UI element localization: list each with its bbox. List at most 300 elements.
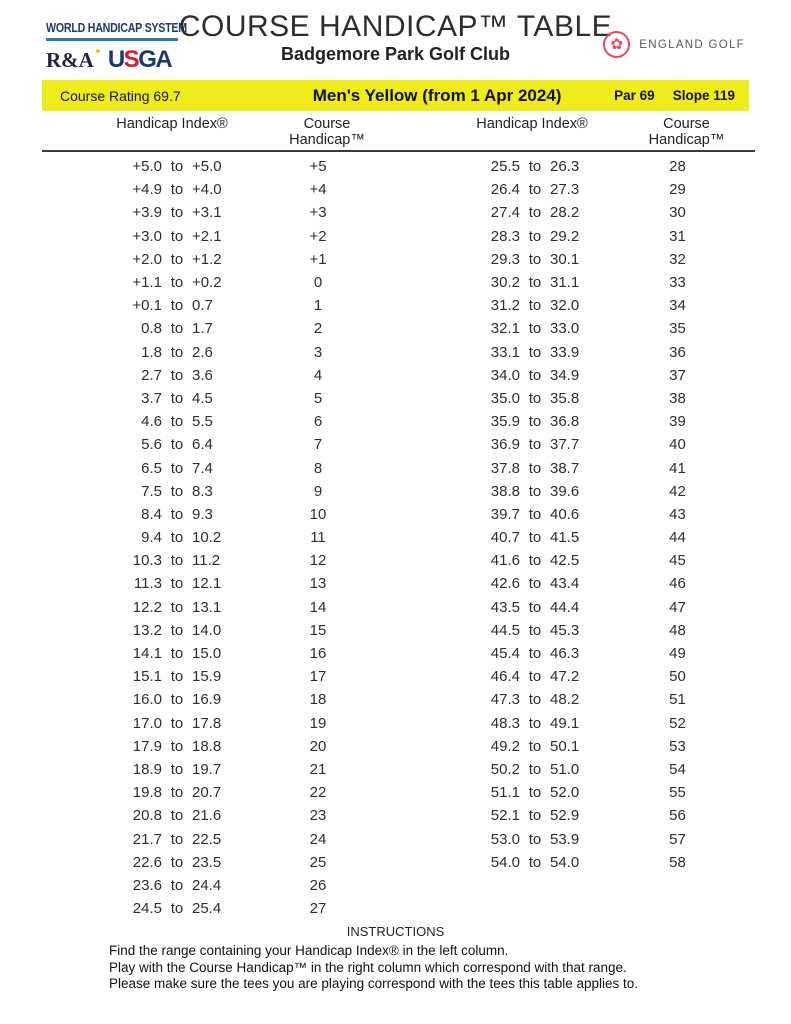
handicap-index-from: +0.1 — [132, 297, 162, 315]
course-handicap-header-left: Course Handicap™ — [289, 116, 365, 148]
handicap-row — [42, 758, 410, 781]
range-to-label: to — [528, 204, 542, 222]
range-to-label: to — [528, 436, 542, 454]
handicap-index-from: 5.6 — [141, 436, 162, 454]
handicap-index-to: +4.0 — [192, 181, 222, 199]
handicap-index-from: 4.6 — [141, 413, 162, 431]
handicap-index-from: 41.6 — [490, 552, 520, 570]
handicap-row — [42, 248, 410, 271]
handicap-row — [42, 225, 410, 248]
handicap-index-from: 16.0 — [132, 691, 162, 709]
handicap-index-from: 17.0 — [132, 714, 162, 732]
range-to-label: to — [528, 366, 542, 384]
handicap-index-to: 28.2 — [550, 204, 580, 222]
handicap-index-from: 7.5 — [141, 482, 162, 500]
range-to-label: to — [170, 691, 184, 709]
handicap-index-to: 8.3 — [192, 482, 213, 500]
course-handicap-value: 47 — [669, 598, 686, 616]
course-handicap-value: 35 — [669, 320, 686, 338]
range-to-label: to — [170, 853, 184, 871]
handicap-row — [42, 387, 410, 410]
handicap-index-to: 43.4 — [550, 575, 580, 593]
handicap-row — [42, 897, 410, 920]
handicap-index-from: 21.7 — [132, 830, 162, 848]
handicap-index-from: 24.5 — [132, 900, 162, 918]
table-header-row — [42, 116, 755, 152]
range-to-label: to — [528, 529, 542, 547]
range-to-label: to — [528, 714, 542, 732]
range-to-label: to — [528, 505, 542, 523]
tee-title: Men's Yellow (from 1 Apr 2024) — [312, 85, 562, 105]
course-handicap-value: 40 — [669, 436, 686, 454]
handicap-index-to: 41.5 — [550, 529, 580, 547]
course-handicap-value: 51 — [669, 691, 686, 709]
instructions-heading: INSTRUCTIONS — [346, 924, 445, 939]
handicap-row — [42, 735, 410, 758]
handicap-row — [42, 526, 410, 549]
handicap-index-from: 33.1 — [490, 343, 520, 361]
handicap-row — [42, 851, 410, 874]
handicap-index-to: 3.6 — [192, 366, 213, 384]
handicap-index-from: 18.9 — [132, 760, 162, 778]
range-to-label: to — [170, 552, 184, 570]
course-handicap-value: 1 — [313, 297, 323, 315]
handicap-index-header-right: Handicap Index® — [476, 116, 588, 132]
handicap-row — [42, 294, 410, 317]
handicap-row — [42, 271, 410, 294]
par-label: Par 69 — [614, 88, 655, 103]
handicap-index-from: 23.6 — [132, 876, 162, 894]
handicap-row — [410, 596, 755, 619]
handicap-index-to: +5.0 — [192, 158, 222, 176]
range-to-label: to — [170, 900, 184, 918]
course-handicap-value: +3 — [309, 204, 327, 222]
handicap-index-from: 13.2 — [132, 621, 162, 639]
handicap-index-to: 38.7 — [550, 459, 580, 477]
handicap-index-from: 51.1 — [490, 784, 520, 802]
handicap-row — [410, 758, 755, 781]
handicap-row — [410, 665, 755, 688]
handicap-index-from: 3.7 — [141, 389, 162, 407]
handicap-index-from: 35.9 — [490, 413, 520, 431]
handicap-row — [410, 503, 755, 526]
handicap-index-to: +1.2 — [192, 250, 222, 268]
handicap-index-to: 19.7 — [192, 760, 222, 778]
course-handicap-value: 46 — [669, 575, 686, 593]
handicap-row — [410, 433, 755, 456]
handicap-row — [42, 619, 410, 642]
range-to-label: to — [528, 227, 542, 245]
handicap-index-from: 48.3 — [490, 714, 520, 732]
handicap-index-to: 23.5 — [192, 853, 222, 871]
handicap-index-to: 20.7 — [192, 784, 222, 802]
handicap-row — [42, 596, 410, 619]
range-to-label: to — [170, 436, 184, 454]
handicap-index-to: 29.2 — [550, 227, 580, 245]
whs-logo-title: WORLD HANDICAP SYSTEM — [46, 20, 187, 35]
handicap-row — [42, 433, 410, 456]
course-handicap-value: 13 — [309, 575, 327, 593]
handicap-row — [410, 225, 755, 248]
handicap-index-to: 44.4 — [550, 598, 580, 616]
handicap-index-to: 22.5 — [192, 830, 222, 848]
handicap-row — [410, 735, 755, 758]
handicap-index-to: 39.6 — [550, 482, 580, 500]
handicap-index-to: 45.3 — [550, 621, 580, 639]
handicap-index-to: 30.1 — [550, 250, 580, 268]
course-handicap-value: 39 — [669, 413, 686, 431]
range-to-label: to — [170, 482, 184, 500]
range-to-label: to — [528, 853, 542, 871]
handicap-row — [410, 480, 755, 503]
course-handicap-value: 12 — [309, 552, 327, 570]
handicap-index-to: 32.0 — [550, 297, 580, 315]
handicap-index-from: 52.1 — [490, 807, 520, 825]
course-handicap-value: 50 — [669, 668, 686, 686]
table-header-left — [42, 116, 410, 148]
course-rating-label: Course Rating 69.7 — [60, 87, 181, 104]
handicap-row — [410, 248, 755, 271]
course-handicap-value: 10 — [309, 505, 327, 523]
range-to-label: to — [528, 691, 542, 709]
handicap-index-to: 52.0 — [550, 784, 580, 802]
usga-letter-s: S — [123, 46, 139, 73]
handicap-index-to: 16.9 — [192, 691, 222, 709]
handicap-index-from: 46.4 — [490, 668, 520, 686]
range-to-label: to — [170, 250, 184, 268]
handicap-row — [42, 480, 410, 503]
handicap-index-from: 28.3 — [490, 227, 520, 245]
handicap-table — [42, 116, 755, 920]
course-handicap-value: 8 — [313, 459, 323, 477]
handicap-index-from: 22.6 — [132, 853, 162, 871]
tee-banner — [42, 80, 749, 111]
handicap-row — [410, 827, 755, 850]
course-handicap-value: 6 — [313, 413, 323, 431]
handicap-index-to: 0.7 — [192, 297, 213, 315]
range-to-label: to — [170, 645, 184, 663]
range-to-label: to — [170, 529, 184, 547]
handicap-index-from: 38.8 — [490, 482, 520, 500]
range-to-label: to — [170, 413, 184, 431]
course-handicap-value: 22 — [309, 784, 327, 802]
table-left-column — [42, 155, 410, 920]
handicap-index-to: 9.3 — [192, 505, 213, 523]
course-handicap-value: 49 — [669, 645, 686, 663]
course-handicap-value: 4 — [313, 366, 323, 384]
handicap-index-from: 45.4 — [490, 645, 520, 663]
usga-letter-a: A — [155, 46, 172, 73]
course-handicap-value: 27 — [309, 900, 327, 918]
range-to-label: to — [170, 320, 184, 338]
handicap-index-from: 40.7 — [490, 529, 520, 547]
handicap-row — [410, 387, 755, 410]
handicap-index-from: 53.0 — [490, 830, 520, 848]
handicap-index-to: 47.2 — [550, 668, 580, 686]
range-to-label: to — [170, 366, 184, 384]
range-to-label: to — [528, 760, 542, 778]
handicap-index-to: +2.1 — [192, 227, 222, 245]
handicap-index-from: +5.0 — [132, 158, 162, 176]
handicap-row — [410, 178, 755, 201]
range-to-label: to — [528, 598, 542, 616]
course-handicap-value: 55 — [669, 784, 686, 802]
par-slope-group — [614, 88, 749, 103]
handicap-index-from: 8.4 — [141, 505, 162, 523]
course-handicap-value: 42 — [669, 482, 686, 500]
handicap-row — [42, 410, 410, 433]
handicap-index-from: 39.7 — [490, 505, 520, 523]
range-to-label: to — [170, 459, 184, 477]
club-name: Badgemore Park Golf Club — [280, 44, 511, 64]
handicap-index-to: +0.2 — [192, 274, 222, 292]
course-handicap-value: 23 — [309, 807, 327, 825]
course-handicap-value: 37 — [669, 366, 686, 384]
usga-letter-g: G — [138, 46, 156, 73]
england-golf-label: ENGLAND GOLF — [639, 38, 745, 51]
handicap-row — [410, 317, 755, 340]
handicap-index-to: 25.4 — [192, 900, 222, 918]
handicap-row — [42, 642, 410, 665]
course-handicap-value: 34 — [669, 297, 686, 315]
handicap-row — [410, 155, 755, 178]
handicap-index-from: 31.2 — [490, 297, 520, 315]
course-handicap-value: 54 — [669, 760, 686, 778]
course-handicap-value: 57 — [669, 830, 686, 848]
handicap-index-to: 31.1 — [550, 274, 580, 292]
handicap-index-to: 15.9 — [192, 668, 222, 686]
handicap-index-from: 25.5 — [490, 158, 520, 176]
handicap-index-from: 47.3 — [490, 691, 520, 709]
handicap-index-from: 32.1 — [490, 320, 520, 338]
handicap-index-to: 48.2 — [550, 691, 580, 709]
course-handicap-value: 43 — [669, 505, 686, 523]
handicap-index-to: 49.1 — [550, 714, 580, 732]
handicap-index-from: +2.0 — [132, 250, 162, 268]
course-handicap-value: 52 — [669, 714, 686, 732]
course-handicap-value: 18 — [309, 691, 327, 709]
handicap-row — [42, 456, 410, 479]
handicap-index-to: 53.9 — [550, 830, 580, 848]
range-to-label: to — [528, 482, 542, 500]
handicap-index-to: 51.0 — [550, 760, 580, 778]
handicap-index-from: +4.9 — [132, 181, 162, 199]
range-to-label: to — [528, 621, 542, 639]
handicap-index-from: 54.0 — [490, 853, 520, 871]
range-to-label: to — [528, 737, 542, 755]
handicap-index-from: 6.5 — [141, 459, 162, 477]
range-to-label: to — [528, 389, 542, 407]
handicap-index-from: 50.2 — [490, 760, 520, 778]
handicap-index-from: 34.0 — [490, 366, 520, 384]
instruction-line: Find the range containing your Handicap Index® in the left column. — [109, 943, 509, 958]
range-to-label: to — [528, 274, 542, 292]
handicap-row — [42, 178, 410, 201]
handicap-index-to: 50.1 — [550, 737, 580, 755]
handicap-index-to: 36.8 — [550, 413, 580, 431]
handicap-row — [410, 688, 755, 711]
range-to-label: to — [170, 181, 184, 199]
range-to-label: to — [528, 807, 542, 825]
handicap-index-from: 2.7 — [141, 366, 162, 384]
range-to-label: to — [528, 297, 542, 315]
handicap-row — [42, 827, 410, 850]
range-to-label: to — [528, 158, 542, 176]
handicap-index-from: 49.2 — [490, 737, 520, 755]
handicap-row — [42, 364, 410, 387]
course-handicap-value: 5 — [313, 389, 323, 407]
range-to-label: to — [170, 204, 184, 222]
course-handicap-value: 20 — [309, 737, 327, 755]
handicap-row — [42, 665, 410, 688]
ra-logo: R&A — [46, 48, 94, 72]
instructions-section — [0, 924, 791, 993]
handicap-index-from: 10.3 — [132, 552, 162, 570]
handicap-index-to: 5.5 — [192, 413, 213, 431]
handicap-index-to: 33.0 — [550, 320, 580, 338]
course-handicap-value: 29 — [669, 181, 686, 199]
course-handicap-value: +4 — [309, 181, 327, 199]
handicap-row — [42, 712, 410, 735]
range-to-label: to — [528, 575, 542, 593]
range-to-label: to — [170, 737, 184, 755]
handicap-index-from: 15.1 — [132, 668, 162, 686]
handicap-row — [410, 781, 755, 804]
range-to-label: to — [170, 227, 184, 245]
course-handicap-value: 19 — [309, 714, 327, 732]
handicap-index-from: 14.1 — [132, 645, 162, 663]
handicap-index-to: 27.3 — [550, 181, 580, 199]
range-to-label: to — [528, 459, 542, 477]
range-to-label: to — [170, 784, 184, 802]
handicap-index-to: 24.4 — [192, 876, 222, 894]
handicap-row — [410, 851, 755, 874]
course-handicap-value: 45 — [669, 552, 686, 570]
range-to-label: to — [170, 830, 184, 848]
course-handicap-value: 3 — [313, 343, 323, 361]
handicap-index-to: 11.2 — [192, 552, 221, 570]
handicap-index-from: 29.3 — [490, 250, 520, 268]
range-to-label: to — [170, 575, 184, 593]
handicap-index-from: 42.6 — [490, 575, 520, 593]
handicap-index-to: 18.8 — [192, 737, 222, 755]
handicap-row — [42, 572, 410, 595]
range-to-label: to — [528, 784, 542, 802]
england-golf-rose-icon: ✿ — [603, 31, 630, 58]
handicap-index-from: 20.8 — [132, 807, 162, 825]
handicap-index-to: 10.2 — [192, 529, 222, 547]
handicap-index-to: 35.8 — [550, 389, 580, 407]
course-handicap-value: 24 — [309, 830, 327, 848]
course-handicap-value: 25 — [309, 853, 327, 871]
handicap-row — [410, 294, 755, 317]
handicap-row — [410, 341, 755, 364]
course-handicap-value: 38 — [669, 389, 686, 407]
course-handicap-value: 2 — [313, 320, 323, 338]
range-to-label: to — [528, 668, 542, 686]
handicap-index-to: 13.1 — [192, 598, 222, 616]
handicap-index-from: 36.9 — [490, 436, 520, 454]
range-to-label: to — [170, 389, 184, 407]
handicap-row — [42, 341, 410, 364]
course-handicap-value: 0 — [313, 274, 323, 292]
usga-letter-u: U — [107, 46, 124, 73]
range-to-label: to — [170, 297, 184, 315]
handicap-row — [410, 410, 755, 433]
course-handicap-value: 26 — [309, 876, 327, 894]
handicap-index-from: 11.3 — [133, 575, 162, 593]
handicap-row — [410, 804, 755, 827]
handicap-index-from: 0.8 — [141, 320, 162, 338]
table-header-right — [410, 116, 755, 148]
handicap-index-from: 12.2 — [132, 598, 162, 616]
handicap-index-header-left: Handicap Index® — [116, 116, 228, 132]
handicap-index-to: 37.7 — [550, 436, 580, 454]
instructions-lines — [109, 943, 791, 993]
handicap-index-from: 9.4 — [141, 529, 162, 547]
course-handicap-value: 33 — [669, 274, 686, 292]
handicap-index-to: 33.9 — [550, 343, 580, 361]
handicap-index-to: 7.4 — [192, 459, 213, 477]
handicap-index-from: 17.9 — [132, 737, 162, 755]
course-handicap-value: 28 — [669, 158, 686, 176]
slope-label: Slope 119 — [672, 88, 735, 103]
handicap-row — [410, 642, 755, 665]
handicap-row — [42, 317, 410, 340]
handicap-index-to: 2.6 — [192, 343, 213, 361]
handicap-row — [42, 688, 410, 711]
range-to-label: to — [170, 807, 184, 825]
instruction-line: Play with the Course Handicap™ in the right column which correspond with that range. — [109, 959, 627, 975]
course-handicap-value: 36 — [669, 343, 686, 361]
table-right-column — [410, 155, 755, 874]
handicap-index-to: 15.0 — [192, 645, 222, 663]
course-handicap-value: +5 — [309, 158, 327, 176]
handicap-index-to: 34.9 — [550, 366, 580, 384]
handicap-index-from: +3.0 — [132, 227, 162, 245]
handicap-index-from: 26.4 — [490, 181, 520, 199]
handicap-index-to: 4.5 — [192, 389, 213, 407]
handicap-index-from: +1.1 — [132, 274, 162, 292]
handicap-index-to: 40.6 — [550, 505, 580, 523]
course-handicap-value: 31 — [669, 227, 686, 245]
course-handicap-value: 7 — [313, 436, 323, 454]
handicap-index-to: 46.3 — [550, 645, 580, 663]
handicap-row — [42, 781, 410, 804]
handicap-index-from: 43.5 — [490, 598, 520, 616]
course-handicap-value: 9 — [313, 482, 323, 500]
handicap-index-from: 27.4 — [490, 204, 520, 222]
range-to-label: to — [528, 413, 542, 431]
handicap-index-to: +3.1 — [192, 204, 222, 222]
course-handicap-value: 11 — [310, 529, 326, 547]
handicap-index-to: 54.0 — [550, 853, 580, 871]
handicap-row — [410, 549, 755, 572]
range-to-label: to — [528, 320, 542, 338]
handicap-row — [42, 155, 410, 178]
course-handicap-value: 15 — [309, 621, 327, 639]
handicap-row — [410, 364, 755, 387]
handicap-index-from: 30.2 — [490, 274, 520, 292]
handicap-row — [410, 456, 755, 479]
course-handicap-header-right: Course Handicap™ — [648, 116, 725, 148]
handicap-index-to: 14.0 — [192, 621, 222, 639]
course-handicap-value: 32 — [669, 250, 686, 268]
course-handicap-value: 58 — [669, 853, 686, 871]
table-body — [42, 155, 755, 920]
range-to-label: to — [528, 830, 542, 848]
handicap-row — [410, 201, 755, 224]
